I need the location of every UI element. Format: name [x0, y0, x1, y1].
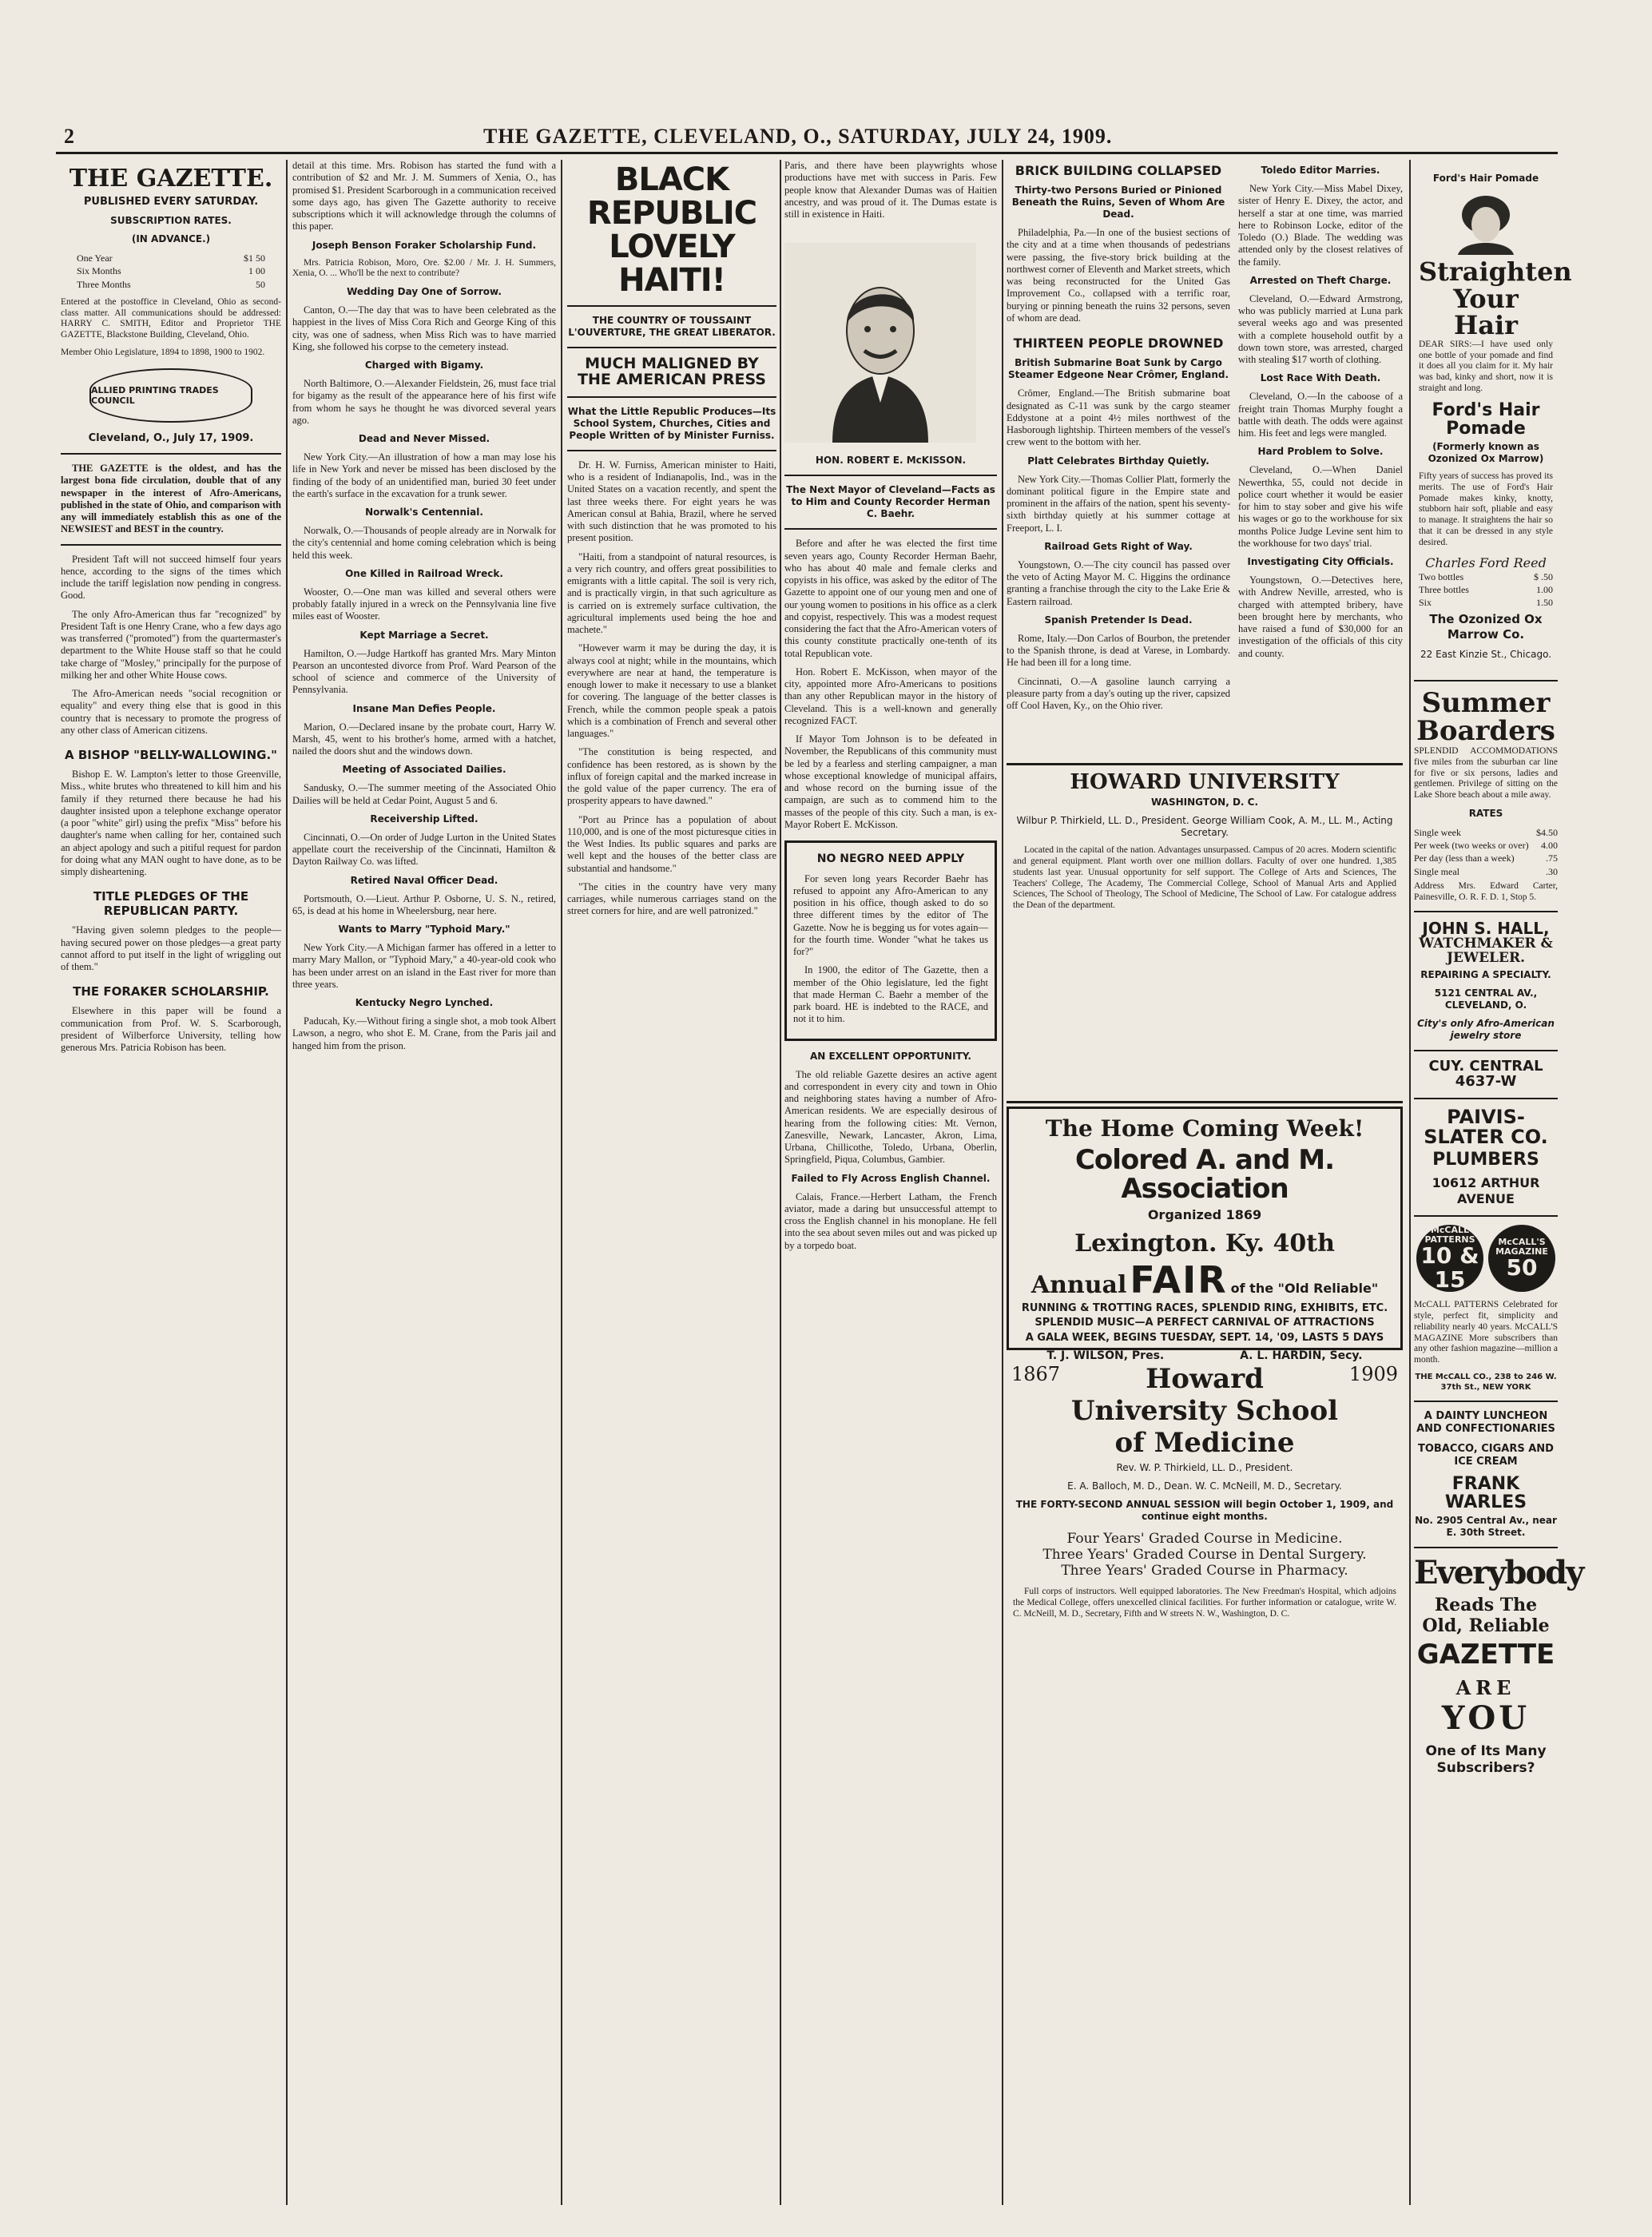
paragraph: New York City.—An illustration of how a man may lose his life in New York and never be missed has been disclosed by the finding of the body of an unidentified man, buried 30 feet under the earth's surface in the excavation for a trunk sewer.: [292, 451, 556, 499]
portrait-caption: HON. ROBERT E. McKISSON.: [815, 455, 967, 467]
medicine-title: of Medicine: [1114, 1427, 1295, 1459]
masthead-title: THE GAZETTE, CLEVELAND, O., SATURDAY, JULY 24, 1909.: [483, 125, 1113, 148]
editor-note: Entered at the postoffice in Cleveland, Ohio as second-class matter. All communications should be addressed: HARRY C. SMITH, Editor and Proprietor THE GAZETTE, Blackstone Building, Cleveland, Ohio.: [61, 296, 281, 340]
article-heading: Dead and Never Missed.: [358, 433, 490, 445]
column-rule: [561, 160, 562, 2205]
medicine-dean: E. A. Balloch, M. D., Dean. W. C. McNeill, M. D., Secretary.: [1067, 1480, 1342, 1492]
paragraph: Cincinnati, O.—On order of Judge Lurton in the United States appellate court the receivership of the Cincinnati, Hamilton & Dayton Railway Co. was lifted.: [292, 831, 556, 868]
fair-annual-line: Annual FAIR of the "Old Reliable": [1031, 1258, 1379, 1301]
medicine-course: Three Years' Graded Course in Dental Surgery.: [1042, 1547, 1367, 1563]
paragraph: "The cities in the country have very many carriages, while numerous carriages stand on the street corners for hire, and are well patronized.": [567, 880, 776, 917]
are-word: ARE: [1455, 1675, 1516, 1699]
medicine-title: University School: [1070, 1395, 1339, 1427]
paragraph: "However warm it may be during the day, it is always cool at night; while in the mountains, which everywhere are near at hand, the temperature is enough lower to make it necessary to use a blanket for covering. The language of the better classes is French, while the common people speak a patois which is a combination of French and several other languages.": [567, 642, 776, 740]
article-heading: Platt Celebrates Birthday Quietly.: [1027, 455, 1209, 467]
howard-location: WASHINGTON, D. C.: [1150, 797, 1259, 809]
everybody-headline: Everybody: [1414, 1554, 1583, 1592]
medicine-course: Four Years' Graded Course in Medicine.: [1066, 1531, 1343, 1547]
company-address: 22 East Kinzie St., Chicago.: [1420, 648, 1552, 660]
paragraph: detail at this time. Mrs. Robison has started the fund with a contribution of $2 and Mr. J. M. Summers of Xenia, O., has promised $1. President Scarborough in a communication received some days ago, has given The Gazette authority to receive subscriptions which it will acknowledge through the columns of this paper.: [292, 160, 556, 232]
paragraph: Paducah, Ky.—Without firing a single shot, a mob took Albert Lawson, a negro, who shot E. M. Crane, from the Paris jail and hanged him from the prison.: [292, 1015, 556, 1051]
article-heading: Lost Race With Death.: [1260, 372, 1381, 384]
price-row: Two bottles $ .50: [1419, 570, 1553, 582]
article-heading: Insane Man Defies People.: [352, 702, 496, 714]
paragraph: The old reliable Gazette desires an active agent and correspondent in every city and town in Ohio and neighboring states having a number of Afro-American residents. We are especially desirous of hearing from the following cities: Mt. Vernon, Zanesville, Newark, Lancaster, Akron, Lima, Urbana, Chillicothe, Toledo, Urbana, Oberlin, Springfield, Piqua, Columbus, Gambier.: [784, 1068, 997, 1166]
article-deck: British Submarine Boat Sunk by Cargo Steamer Edgeone Near Crômer, England.: [1007, 357, 1229, 381]
fund-heading: Joseph Benson Foraker Scholarship Fund.: [312, 239, 537, 251]
box-text: For seven long years Recorder Baehr has refused to appoint any Afro-American to any position in his office, though asked to do so three different times by the editor of The Gazette. Now he is begging us for votes again—for the fourth time. Wonder "what he takes us for?": [793, 872, 988, 957]
article-heading: Hard Problem to Solve.: [1257, 446, 1384, 458]
article-heading: BRICK BUILDING COLLAPSED: [1015, 163, 1222, 178]
paragraph: New York City.—Thomas Collier Platt, formerly the dominant political figure in the Empire state and prominent in the affairs of the nation, spent his seventy-sixth birthday quietly at his summer cottage at Freeport, L. I.: [1007, 473, 1230, 534]
article-heading: THIRTEEN PEOPLE DROWNED: [1013, 336, 1224, 352]
fair-association: Colored A. and M. Association: [1074, 1144, 1335, 1206]
paragraph: Youngstown, O.—Detectives here, with Andrew Neville, arrested, who is charged with attempted bribery, have been brought here by merchants, who have raised a fund of $30,000 for an investigation of the officials of this city and county.: [1238, 574, 1403, 659]
paragraph: New York City.—A Michigan farmer has offered in a letter to marry Mary Mallon, or "Typhoid Mary," a 40-year-old cook who has been under arrest on an island in the East river for more than three years.: [292, 942, 556, 990]
howard-officers: Wilbur P. Thirkield, LL. D., President. George William Cook, A. M., LL. M., Acting Secretary.: [1016, 815, 1393, 839]
column-editorial: [61, 160, 281, 2205]
mckisson-portrait: [784, 243, 976, 443]
medicine-session: THE FORTY-SECOND ANNUAL SESSION will begin October 1, 1909, and continue eight months.: [1015, 1499, 1394, 1522]
subscription-heading: SUBSCRIPTION RATES.: [110, 215, 232, 227]
plumbers-label: PLUMBERS: [1432, 1150, 1539, 1170]
hair-top-line: Ford's Hair Pomade: [1432, 173, 1539, 184]
paragraph: Sandusky, O.—The summer meeting of the Associated Ohio Dailies will be held at Cedar Point, August 5 and 6.: [292, 782, 556, 806]
article-heading: One Killed in Railroad Wreck.: [345, 567, 503, 579]
article-heading: Wedding Day One of Sorrow.: [347, 286, 502, 298]
paragraph: Hon. Robert E. McKisson, when mayor of the city, appointed more Afro-Americans to positions than any other Republican mayor in the history of Cleveland. This is a well-known and generally recognized FACT.: [784, 666, 997, 726]
gazette-word: GAZETTE: [1416, 1639, 1555, 1671]
article-heading: TITLE PLEDGES OF THE REPUBLICAN PARTY.: [93, 889, 249, 919]
fair-officers: T. J. WILSON, Pres. A. L. HARDIN, Secy.: [1046, 1349, 1363, 1362]
paragraph: Bishop E. W. Lampton's letter to those Greenville, Miss., white brutes who threatened to kill him and his family if they returned there because he had his daughter insisted upon a telephone exchange operator (a poor "white" girl) using the prefix "Miss" before his daughter's name when calling for her, contained such an abject apology and such a pitiful request for pardon for doing what any MAN ought to have done, as to be simply disheartening.: [61, 769, 281, 878]
legislature-note: Member Ohio Legislature, 1894 to 1898, 1900 to 1902.: [61, 348, 265, 357]
warles-address: No. 2905 Central Av., near E. 30th Street.: [1415, 1515, 1557, 1539]
paivis-address: 10612 ARTHUR AVENUE: [1432, 1175, 1540, 1207]
paragraph: Rome, Italy.—Don Carlos of Bourbon, the pretender to the Spanish throne, is dead at Varese, in Lombardy. He had been ill for a long time.: [1007, 632, 1230, 669]
paragraph: Philadelphia, Pa.—In one of the busiest sections of the city and at a time when thousands of pedestrians were passing, the five-story brick building at the northwest corner of Eleventh and Market streets, which was being reconstructed for the United Gas Improvement Co., collapsed with a terrific roar, burying or pinning beneath the ruins 32 persons, seven of whom are dead.: [1007, 227, 1230, 324]
hair-testimonial: DEAR SIRS:—I have used only one bottle of your pomade and find it does all you claim for it. My hair was bad, kinky and short, now it is straight and long.: [1419, 339, 1553, 393]
rate-row: One Year $1 50: [77, 252, 265, 264]
hall-trade: WATCHMAKER & JEWELER.: [1419, 936, 1553, 967]
paragraph: North Baltimore, O.—Alexander Fieldstein, 26, must face trial for bigamy as the result of the appearance here of his first wife from whom he says he thought he was divorced several years ago.: [292, 378, 556, 426]
tobacco-line: TOBACCO, CIGARS AND ICE CREAM: [1418, 1442, 1554, 1468]
article-heading: Spanish Pretender Is Dead.: [1044, 614, 1193, 626]
phone-number: CUY. CENTRAL 4637-W: [1428, 1057, 1543, 1090]
reads-line: Reads The Old, Reliable: [1422, 1595, 1550, 1637]
column-rule: [1409, 160, 1411, 2205]
column-haiti: [567, 160, 776, 2205]
paragraph: Dr. H. W. Furniss, American minister to Haiti, who is a resident of Indianapolis, Ind., was in the United States on a vacation recently, and spent the last three weeks there. For eight years he was American consul at Bahia, Brazil, where he served with such distinction that he was promoted to his present position.: [567, 459, 776, 544]
rate-row: Three Months 50: [77, 278, 265, 290]
column-news-briefs: [292, 160, 556, 2205]
paragraph: "Haiti, from a standpoint of natural resources, is a very rich country, and offers great possibilities to emigrants with a little capital. The soil is very rich, and is practically virgin, in that such agriculture as is carried on is extremely surface cultivation, the agricultural implements used being the hoe and machete.": [567, 550, 776, 636]
dateline: Cleveland, O., July 17, 1909.: [88, 431, 254, 444]
paragraph: Calais, France.—Herbert Latham, the French aviator, made a daring but unsuccessful attempt to cross the English channel in his monoplane. He fell into the sea about seven miles out and was picked up by a torpedo boat.: [784, 1190, 997, 1251]
paragraph: Canton, O.—The day that was to have been celebrated as the happiest in the lives of Miss Cora Rich and George King of this city, was one of sadness, when Miss Rich was to have married King, she followed his corpse to the cemetery instead.: [292, 304, 556, 352]
hall-tagline: City's only Afro-American jewelry store: [1417, 1017, 1555, 1041]
newspaper-page: [56, 96, 1583, 2205]
column-rule: [1002, 160, 1003, 2205]
rates-title: RATES: [1468, 807, 1503, 819]
haiti-headline: BLACK REPUBLIC LOVELY HAITI!: [586, 161, 757, 299]
article-heading: Meeting of Associated Dailies.: [342, 764, 506, 776]
article-deck: The Next Mayor of Cleveland—Facts as to Him and County Recorder Herman C. Baehr.: [786, 484, 995, 520]
article-heading: Norwalk's Centennial.: [365, 507, 483, 519]
haiti-deck-small: What the Little Republic Produces—Its School System, Churches, Cities and People Written of by Minister Furniss.: [567, 405, 776, 441]
paragraph: Crômer, England.—The British submarine boat designated as C-11 was sunk by the cargo steamer Eddystone at a point 4½ miles northwest of the Hasborough lightship. Thirteen members of the vessel's crew went to the bottom with her.: [1007, 387, 1230, 448]
boarders-headline: Summer Boarders: [1416, 686, 1555, 748]
medicine-title: Howard: [1146, 1363, 1264, 1395]
advance-line: (IN ADVANCE.): [131, 233, 211, 245]
mccall-copy: McCALL PATTERNS Celebrated for style, perfect fit, simplicity and reliability nearly 40 years. McCALL'S MAGAZINE More subscribers than any other fashion magazine—million a month.: [1414, 1300, 1558, 1365]
fair-headline: The Home Coming Week!: [1045, 1115, 1364, 1142]
medicine-fine-print: Full corps of instructors. Well equipped laboratories. The New Freedman's Hospital, which adjoins the Medical College, offers unexcelled clinical facilities. For further information or catalogue, write W. C. McNeill, M. D., Secretary, Fifth and W streets N. W., Washington, D. C.: [1013, 1587, 1396, 1619]
paper-name: THE GAZETTE.: [69, 165, 273, 193]
signature: Charles Ford Reed: [1425, 554, 1547, 570]
article-heading: Kept Marriage a Secret.: [359, 629, 489, 641]
article-heading: Investigating City Officials.: [1247, 556, 1394, 567]
woman-portrait-icon: [1442, 191, 1530, 255]
company-name: The Ozonized Ox Marrow Co.: [1429, 612, 1543, 642]
hall-address: 5121 CENTRAL AV., CLEVELAND, O.: [1434, 987, 1538, 1011]
paragraph: Portsmouth, O.—Lieut. Arthur P. Osborne, U. S. N., retired, 65, is dead at his home in Wheelersburg, near here.: [292, 892, 556, 916]
paragraph: Before and after he was elected the first time seven years ago, County Recorder Herman Baehr, who has about 40 male and female clerks and copyists in his office, was asked by the editor of The Gazette to appoint one of our young men and one of our young women to positions in his office as a clerk and copyist, respectively. This was a modest request considering the fact that the Afro-American voters of this county constitute practically one-tenth of its total Republican vote.: [784, 538, 997, 659]
article-heading: Kentucky Negro Lynched.: [355, 997, 494, 1009]
haiti-deck: THE COUNTRY OF TOUSSAINT L'OUVERTURE, THE GREAT LIBERATOR.: [568, 315, 776, 338]
paragraph: Cleveland, O.—When Daniel Newerthka, 55, could not decide in police court whether it would be easier for him to stay sober and give his wife his wages or go to the workhouse for six months Police Judge Levine sent him to the workhouse for two days' trial.: [1238, 464, 1403, 549]
fair-dates: A GALA WEEK, BEGINS TUESDAY, SEPT. 14, '09, LASTS 5 DAYS: [1025, 1331, 1384, 1344]
subscribers-line: One of Its Many Subscribers?: [1425, 1742, 1547, 1777]
article-heading: Railroad Gets Right of Way.: [1044, 540, 1193, 552]
article-heading: Failed to Fly Across English Channel.: [791, 1172, 991, 1184]
paragraph: Wooster, O.—One man was killed and several others were probably fatally injured in a wreck on the Pennsylvania line five miles east of Wooster.: [292, 586, 556, 622]
fair-location: Lexington. Ky. 40th: [1074, 1229, 1335, 1258]
price-row: Six 1.50: [1419, 596, 1553, 608]
paragraph: President Taft will not succeed himself four years hence, according to the signs of the times which include the tariff legislation now pending in congress. Good.: [61, 553, 281, 602]
mccall-seals: [1414, 1225, 1558, 1292]
mccall-magazine-seal: McCALL'S MAGAZINE 50: [1488, 1225, 1555, 1292]
box-text: In 1900, the editor of The Gazette, then a member of the Ohio legislature, led the fight that made Herman C. Baehr a member of the park board. HE is indebted to the RACE, and not it to him.: [793, 964, 988, 1025]
howard-university-ad: [1007, 763, 1403, 1103]
hair-pomade-ad: [1414, 165, 1572, 672]
boarders-address: Address Mrs. Edward Carter, Painesville, O. R. F. D. 1, Stop 5.: [1414, 880, 1558, 902]
haiti-deck-large: MUCH MALIGNED BY THE AMERICAN PRESS: [578, 355, 766, 388]
mccall-patterns-seal: McCALL PATTERNS 10 & 15: [1416, 1225, 1483, 1292]
paragraph: Cincinnati, O.—A gasoline launch carrying a pleasure party from a day's outing up the river, capsized off Cool Haven, Ky., on the Ohio river.: [1007, 675, 1230, 712]
paivis-name: PAIVIS-SLATER CO.: [1424, 1105, 1548, 1148]
paragraph: The Afro-American needs "social recognition or equality" and every thing else that is good in this country that is necessary to promote the progress of any other class of American citizens.: [61, 688, 281, 736]
paragraph: Norwalk, O.—Thousands of people already are in Norwalk for the city's centennial and home coming celebration which is being held this week.: [292, 525, 556, 561]
article-heading: Retired Naval Officer Dead.: [350, 874, 498, 886]
masthead: [56, 120, 1558, 154]
paragraph: Paris, and there have been playwrights whose productions have met with success in Paris. Few people know that Alexander Dumas was of Haitien ancestry, and was proud of it. The Dumas estate is still in existence in Haiti.: [784, 160, 997, 220]
column-ads: [1414, 160, 1583, 2205]
paragraph: The only Afro-American thus far "recognized" by President Taft is one Henry Crane, who a few days ago was transferred ("promoted") from the quartermaster's department to the White House staff so that he could take charge of "Mosley," principally for the purpose of milking her and other White House cows.: [61, 608, 281, 681]
page-number: 2: [64, 125, 75, 148]
box-title: NO NEGRO NEED APPLY: [816, 852, 965, 865]
article-heading: THE FORAKER SCHOLARSHIP.: [73, 984, 269, 999]
fair-organized: Organized 1869: [1147, 1206, 1262, 1222]
boarders-copy: SPLENDID ACCOMMODATIONS five miles from the suburban car line for five or six persons, ladies and gentlemen. Privilege of sitting on the Lake Shore beach about a mile away.: [1414, 745, 1558, 801]
fair-races: RUNNING & TROTTING RACES, SPLENDID RING, EXHIBITS, ETC.: [1021, 1302, 1388, 1315]
article-heading: Charged with Bigamy.: [364, 360, 484, 372]
paragraph: Elsewhere in this paper will be found a communication from Prof. W. S. Scarborough, president of Wilberforce University, telling how generous Mrs. Patricia Robison has been.: [61, 1005, 281, 1054]
union-label-emblem: ALLIED PRINTING TRADES COUNCIL: [89, 368, 252, 423]
subscription-rates: [61, 252, 281, 291]
price-row: Three bottles 1.00: [1419, 583, 1553, 595]
howard-title: HOWARD UNIVERSITY: [1070, 770, 1340, 794]
paragraph: If Mayor Tom Johnson is to be defeated in November, the Republicans of this community must be led by a fearless and sterling campaigner, a man whose exceptional knowledge of municipal affairs, and whose record on the burning issue of the campaign, are such as to commend him to the masses of the people of this city. Such a man, is ex-Mayor Robert E. McKisson.: [784, 733, 997, 830]
warles-name: FRANK WARLES: [1444, 1474, 1527, 1513]
column-rule: [780, 160, 781, 2205]
paragraph: Cleveland, O.—In the caboose of a freight train Thomas Murphy fought a battle with death. The odds were against him. His feet and legs were mangled.: [1238, 391, 1403, 439]
paragraph: "The constitution is being respected, and confidence has been restored, as is shown by the influx of foreign capital and the marked increase in the gold value of the paper currency. The era of prosperity appears to have dawned.": [567, 746, 776, 807]
article-heading: AN EXCELLENT OPPORTUNITY.: [809, 1050, 971, 1062]
rate-row: Single meal .30: [1414, 865, 1558, 877]
pomade-name: Ford's Hair Pomade: [1432, 399, 1540, 439]
paragraph: Marion, O.—Declared insane by the probate court, Harry W. Marsh, 45, went to his brother's home, armed with a hatchet, nailed the doors shut and the windows down.: [292, 721, 556, 757]
fair-ad: [1007, 1107, 1403, 1362]
rate-row: Per week (two weeks or over) 4.00: [1414, 840, 1558, 852]
medicine-course: Three Years' Graded Course in Pharmacy.: [1061, 1563, 1348, 1579]
article-heading: Wants to Marry "Typhoid Mary.": [338, 924, 510, 936]
column-rule: [286, 160, 288, 2205]
article-heading: Toledo Editor Marries.: [1261, 165, 1380, 176]
published-line: PUBLISHED EVERY SATURDAY.: [83, 196, 259, 208]
hall-name: JOHN S. HALL,: [1422, 919, 1550, 939]
paragraph: "Having given solemn pledges to the people—having secured power on those pledges—a great party cannot afford to put itself in the light of wriggling out of them.": [61, 924, 281, 973]
medicine-officers: Rev. W. P. Thirkield, LL. D., President.: [1116, 1462, 1293, 1473]
paragraph: Hamilton, O.—Judge Hartkoff has granted Mrs. Mary Minton Pearson an uncontested divorce from Prof. Ward Pearson of the school of science and commerce of the University of Pennsylvania.: [292, 647, 556, 696]
you-word: YOU: [1441, 1699, 1531, 1737]
hall-sub: REPAIRING A SPECIALTY.: [1420, 968, 1551, 980]
fund-lines: Mrs. Patricia Robison, Moro, Ore. $2.00 / Mr. J. H. Summers, Xenia, O. ... Who'll be the next to contribute?: [292, 257, 556, 279]
howard-body: Located in the capital of the nation. Advantages unsurpassed. Campus of 20 acres. Modern scientific and general equipment. Plant worth over one million dollars. Faculty of over one hundred. 1,385 students last year. Unusual opportunity for self support. The College of Arts and Sciences, The Teachers' College, The Academy, The Commercial College, School of Manual Arts and Applied Sciences, The School of Theology, The School of Medicine, The School of Law. For catalogue address the Dean of the department.: [1013, 845, 1396, 911]
no-negro-box: [784, 840, 997, 1041]
straighten-headline: Straighten Your Hair: [1419, 256, 1572, 341]
rate-row: Six Months 1 00: [77, 265, 265, 277]
medicine-years: 1867 1909: [1011, 1363, 1398, 1385]
mccall-company: THE McCALL CO., 238 to 246 W. 37th St., NEW YORK: [1415, 1373, 1557, 1392]
paragraph: New York City.—Miss Mabel Dixey, sister of Henry E. Dixey, the actor, and herself a star at one time, was married here to Robinson Locke, editor of the Toledo (O.) Blade. The wedding was attended only by the closest relatives of the family.: [1238, 183, 1403, 268]
article-heading: Arrested on Theft Charge.: [1249, 274, 1392, 286]
column-mckisson: [784, 160, 997, 2205]
rate-row: Single week $4.50: [1414, 826, 1558, 838]
luncheon-line: A DAINTY LUNCHEON AND CONFECTIONARIES: [1416, 1410, 1555, 1436]
fair-music: SPLENDID MUSIC—A PERFECT CARNIVAL OF ATTRACTIONS: [1034, 1317, 1375, 1329]
medicine-ad: [1007, 1358, 1403, 2205]
pomade-sub: (Formerly known as Ozonized Ox Marrow): [1428, 440, 1544, 464]
pomade-copy: Fifty years of success has proved its merits. The use of Ford's Hair Pomade makes kinky, knotty, stubborn hair soft, pliable and easy to manage. It straightens the hair so that it can be dressed in any style desired.: [1419, 471, 1553, 547]
intro-paragraph: THE GAZETTE is the oldest, and has the largest bona fide circulation, double that of any newspaper in the interest of Afro-Americans, published in the state of Ohio, and comparison with any will immediately establish this as one of the NEWSIEST and BEST in the country.: [61, 463, 281, 535]
article-heading: Receivership Lifted.: [370, 813, 479, 824]
article-deck: Thirty-two Persons Buried or Pinioned Beneath the Ruins, Seven of Whom Are Dead.: [1011, 185, 1225, 221]
column-briefs-right: [1238, 160, 1403, 755]
paragraph: Youngstown, O.—The city council has passed over the veto of Acting Mayor M. C. Higgins the ordinance granting a franchise through the city to the Lake Erie & Eastern railroad.: [1007, 558, 1230, 607]
rate-row: Per day (less than a week) .75: [1414, 852, 1558, 864]
column-disasters: [1007, 160, 1230, 755]
article-heading: A BISHOP "BELLY-WALLOWING.": [65, 748, 277, 763]
paragraph: "Port au Prince has a population of about 110,000, and is one of the most picturesque cities in the West Indies. Its public squares and parks are well kept and the houses of the better class are substantial and handsome.": [567, 813, 776, 874]
paragraph: Cleveland, O.—Edward Armstrong, who was publicly married at Luna park several weeks ago and was presented with a complete household outfit by a down town store, was arrested, charged with stealing $17 worth of clothing.: [1238, 292, 1403, 365]
